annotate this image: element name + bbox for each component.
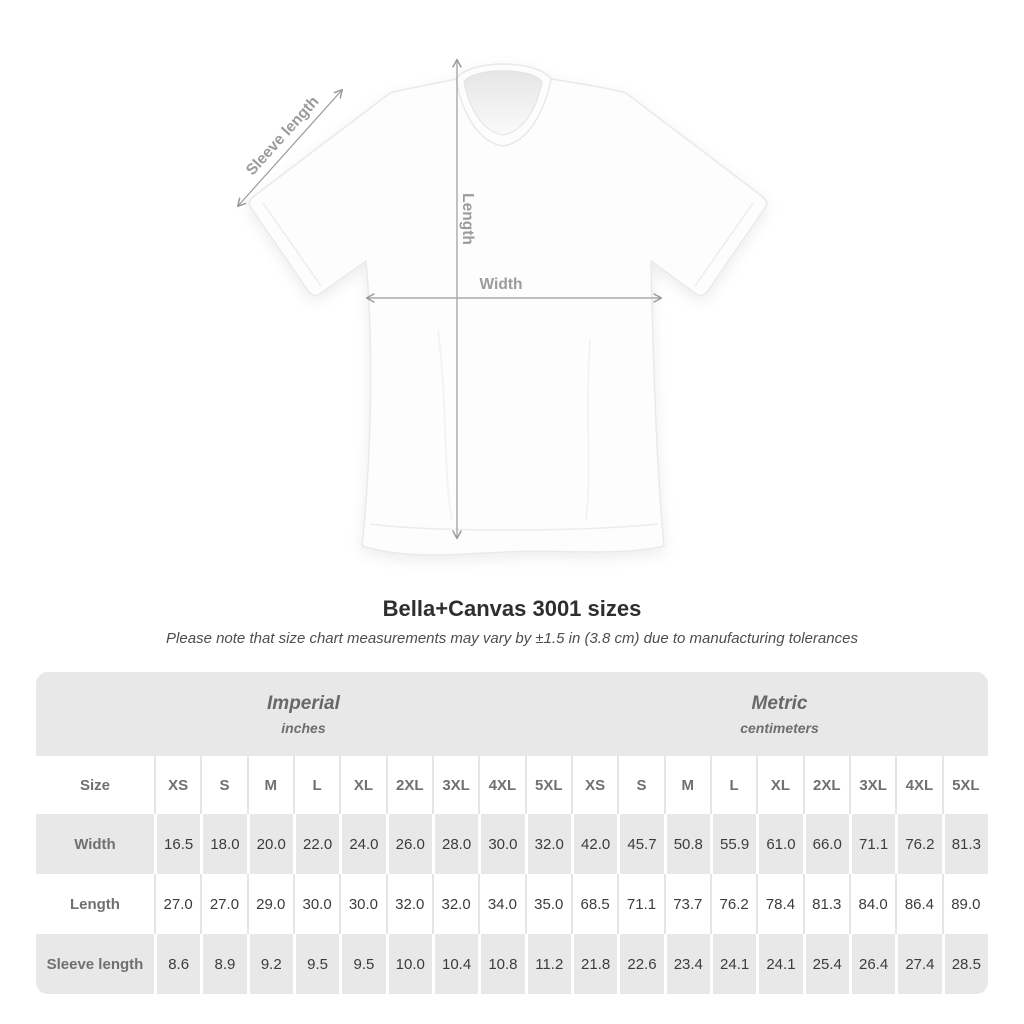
value-cell-imperial-xs: 16.5 xyxy=(154,814,200,874)
size-header-imperial-4xl: 4XL xyxy=(478,756,524,814)
value-cell-metric-xs: 42.0 xyxy=(571,814,617,874)
value-cell-metric-4xl: 76.2 xyxy=(895,814,941,874)
value-cell-metric-xl: 61.0 xyxy=(756,814,802,874)
size-header-imperial-s: S xyxy=(200,756,246,814)
value-cell-metric-3xl: 26.4 xyxy=(849,934,895,994)
value-cell-imperial-m: 29.0 xyxy=(247,874,293,934)
value-cell-imperial-2xl: 26.0 xyxy=(386,814,432,874)
size-header-imperial-m: M xyxy=(247,756,293,814)
size-header-imperial-2xl: 2XL xyxy=(386,756,432,814)
value-cell-imperial-3xl: 32.0 xyxy=(432,874,478,934)
value-cell-metric-2xl: 81.3 xyxy=(803,874,849,934)
value-cell-metric-5xl: 28.5 xyxy=(942,934,988,994)
value-cell-metric-xl: 78.4 xyxy=(756,874,802,934)
value-cell-imperial-xl: 30.0 xyxy=(339,874,385,934)
size-header-imperial-3xl: 3XL xyxy=(432,756,478,814)
row-label: Length xyxy=(36,874,154,934)
page-title: Bella+Canvas 3001 sizes xyxy=(382,596,642,621)
value-cell-metric-xs: 21.8 xyxy=(571,934,617,994)
row-label: Sleeve length xyxy=(36,934,154,994)
value-cell-imperial-l: 30.0 xyxy=(293,874,339,934)
value-cell-imperial-3xl: 28.0 xyxy=(432,814,478,874)
title-area xyxy=(0,596,1024,648)
size-header-imperial-xs: XS xyxy=(154,756,200,814)
value-cell-metric-l: 24.1 xyxy=(710,934,756,994)
size-header-metric-l: L xyxy=(710,756,756,814)
value-cell-metric-l: 55.9 xyxy=(710,814,756,874)
value-cell-imperial-4xl: 30.0 xyxy=(478,814,524,874)
measurement-row-width xyxy=(36,814,988,874)
metric-label: Metric xyxy=(751,692,808,714)
row-label: Width xyxy=(36,814,154,874)
value-cell-metric-3xl: 71.1 xyxy=(849,814,895,874)
value-cell-metric-5xl: 89.0 xyxy=(942,874,988,934)
value-cell-metric-4xl: 27.4 xyxy=(895,934,941,994)
value-cell-imperial-m: 20.0 xyxy=(247,814,293,874)
value-cell-metric-s: 22.6 xyxy=(617,934,663,994)
value-cell-imperial-l: 22.0 xyxy=(293,814,339,874)
size-header-metric-2xl: 2XL xyxy=(803,756,849,814)
imperial-group-header xyxy=(36,672,571,756)
value-cell-imperial-xs: 8.6 xyxy=(154,934,200,994)
size-chart-table xyxy=(36,672,988,994)
imperial-label: Imperial xyxy=(267,692,340,714)
value-cell-imperial-l: 9.5 xyxy=(293,934,339,994)
value-cell-metric-4xl: 86.4 xyxy=(895,874,941,934)
value-cell-imperial-5xl: 35.0 xyxy=(525,874,571,934)
value-cell-imperial-2xl: 32.0 xyxy=(386,874,432,934)
width-label: Width xyxy=(479,276,523,293)
size-header-metric-m: M xyxy=(664,756,710,814)
value-cell-metric-s: 45.7 xyxy=(617,814,663,874)
value-cell-imperial-5xl: 11.2 xyxy=(525,934,571,994)
value-cell-metric-l: 76.2 xyxy=(710,874,756,934)
value-cell-imperial-3xl: 10.4 xyxy=(432,934,478,994)
value-cell-metric-m: 73.7 xyxy=(664,874,710,934)
value-cell-metric-xl: 24.1 xyxy=(756,934,802,994)
tshirt-body xyxy=(249,64,766,555)
size-header-imperial-xl: XL xyxy=(339,756,385,814)
value-cell-imperial-s: 8.9 xyxy=(200,934,246,994)
size-header-imperial-l: L xyxy=(293,756,339,814)
value-cell-imperial-2xl: 10.0 xyxy=(386,934,432,994)
value-cell-imperial-s: 27.0 xyxy=(200,874,246,934)
metric-group-header xyxy=(571,672,988,756)
size-header-metric-3xl: 3XL xyxy=(849,756,895,814)
value-cell-imperial-s: 18.0 xyxy=(200,814,246,874)
value-cell-metric-s: 71.1 xyxy=(617,874,663,934)
length-label: Length xyxy=(459,193,476,245)
value-cell-imperial-xl: 9.5 xyxy=(339,934,385,994)
value-cell-imperial-m: 9.2 xyxy=(247,934,293,994)
metric-unit-label: centimeters xyxy=(740,719,819,736)
size-header-row xyxy=(36,756,988,814)
size-header-metric-5xl: 5XL xyxy=(942,756,988,814)
value-cell-imperial-xl: 24.0 xyxy=(339,814,385,874)
value-cell-metric-2xl: 25.4 xyxy=(803,934,849,994)
unit-group-header-row xyxy=(36,672,988,756)
size-header-metric-xs: XS xyxy=(571,756,617,814)
value-cell-metric-5xl: 81.3 xyxy=(942,814,988,874)
measurement-row-sleeve-length xyxy=(36,934,988,994)
sleeve-length-label: Sleeve length xyxy=(242,93,323,179)
value-cell-metric-m: 50.8 xyxy=(664,814,710,874)
size-header-metric-s: S xyxy=(617,756,663,814)
value-cell-metric-xs: 68.5 xyxy=(571,874,617,934)
size-header-metric-xl: XL xyxy=(756,756,802,814)
size-header-imperial-5xl: 5XL xyxy=(525,756,571,814)
measurement-row-length xyxy=(36,874,988,934)
value-cell-imperial-4xl: 34.0 xyxy=(478,874,524,934)
tolerance-note: Please note that size chart measurements may vary by ±1.5 in (3.8 cm) due to manufacturing tolerances xyxy=(166,630,858,647)
value-cell-imperial-5xl: 32.0 xyxy=(525,814,571,874)
value-cell-imperial-xs: 27.0 xyxy=(154,874,200,934)
imperial-unit-label: inches xyxy=(281,719,326,736)
value-cell-metric-m: 23.4 xyxy=(664,934,710,994)
value-cell-metric-2xl: 66.0 xyxy=(803,814,849,874)
size-header-metric-4xl: 4XL xyxy=(895,756,941,814)
value-cell-imperial-4xl: 10.8 xyxy=(478,934,524,994)
value-cell-metric-3xl: 84.0 xyxy=(849,874,895,934)
size-column-header: Size xyxy=(36,756,154,814)
